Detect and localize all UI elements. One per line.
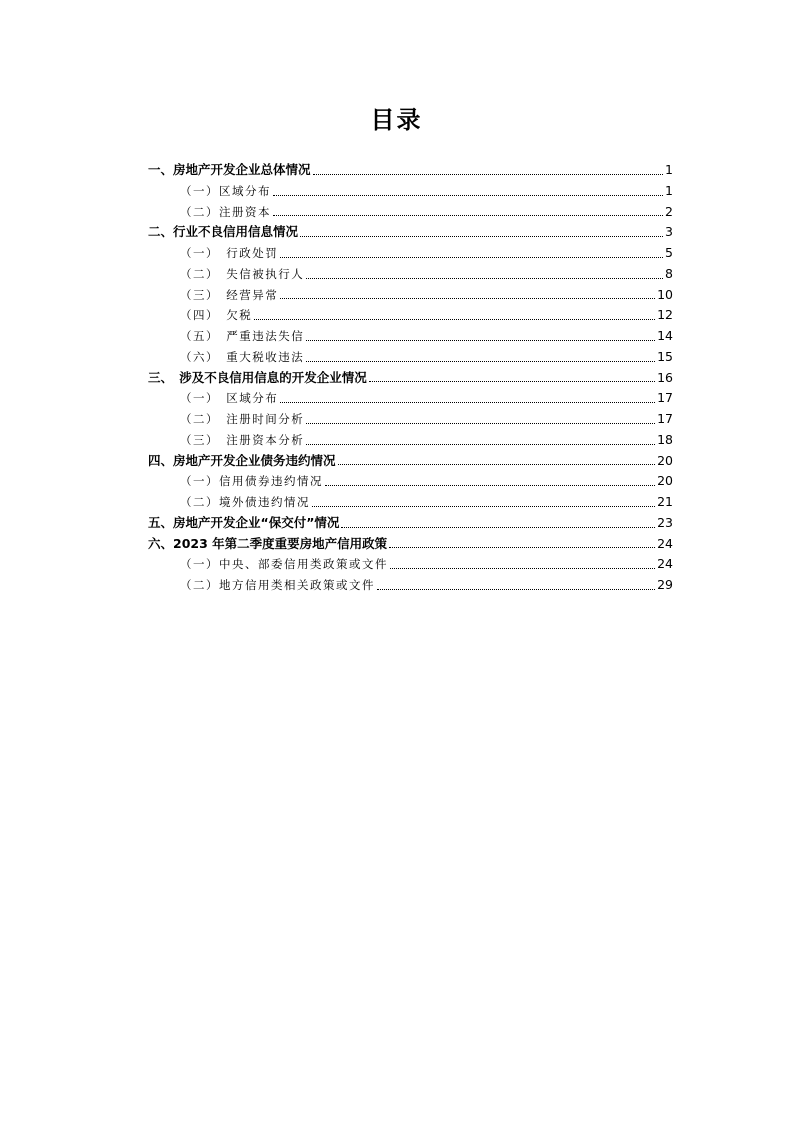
toc-leader-dots — [312, 505, 655, 507]
toc-entry-label: （三） 经营异常 — [180, 287, 279, 302]
toc-entry-label: 六、2023 年第二季度重要房地产信用政策 — [148, 535, 388, 551]
toc-chapter-entry[interactable] — [148, 534, 673, 555]
toc-section-entry[interactable] — [148, 326, 673, 347]
toc-section-entry[interactable] — [148, 347, 673, 368]
toc-leader-dots — [313, 173, 664, 175]
toc-entry-page-number: 1 — [665, 182, 673, 198]
toc-section-entry[interactable] — [148, 305, 673, 326]
toc-leader-dots — [254, 318, 655, 320]
toc-entry-label: （二）境外债违约情况 — [180, 495, 310, 509]
toc-entry-page-number: 5 — [665, 245, 673, 260]
toc-chapter-entry[interactable] — [148, 513, 673, 534]
toc-leader-dots — [300, 235, 663, 237]
toc-entry-label: 五、房地产开发企业“保交付”情况 — [148, 514, 340, 530]
toc-entry-label: （二）地方信用类相关政策或文件 — [180, 578, 375, 592]
toc-entry-page-number: 14 — [657, 328, 673, 343]
toc-entry-label: （二） 失信被执行人 — [180, 266, 305, 281]
toc-entry-page-number: 17 — [657, 390, 673, 406]
toc-entry-label: （二）注册资本 — [180, 204, 271, 219]
toc-leader-dots — [306, 339, 655, 341]
toc-entry-page-number: 1 — [665, 162, 673, 177]
toc-entry-label: （一） 区域分布 — [180, 391, 279, 406]
toc-entry-page-number: 16 — [657, 369, 673, 385]
toc-leader-dots — [306, 360, 655, 362]
toc-entry-label: （一）中央、部委信用类政策或文件 — [180, 557, 388, 572]
toc-entry-label: 四、房地产开发企业债务违约情况 — [148, 452, 336, 468]
toc-entry-label: （三） 注册资本分析 — [180, 432, 305, 447]
page-title: 目录 — [370, 106, 423, 134]
toc-section-entry[interactable] — [148, 181, 673, 202]
toc-leader-dots — [280, 401, 655, 403]
toc-section-entry[interactable] — [148, 554, 673, 575]
toc-section-entry[interactable] — [148, 575, 673, 596]
toc-leader-dots — [390, 567, 655, 569]
toc-leader-dots — [280, 297, 655, 299]
toc-section-entry[interactable] — [148, 264, 673, 285]
toc-entry-label: （二） 注册时间分析 — [180, 412, 305, 426]
toc-leader-dots — [341, 526, 655, 528]
toc-section-entry[interactable] — [148, 285, 673, 306]
toc-leader-dots — [338, 463, 656, 465]
toc-entry-page-number: 23 — [657, 514, 673, 530]
toc-entry-label: 三、 涉及不良信用信息的开发企业情况 — [148, 369, 367, 385]
toc-leader-dots — [280, 256, 663, 258]
toc-leader-dots — [369, 380, 655, 382]
toc-section-entry[interactable] — [148, 471, 673, 492]
toc-leader-dots — [306, 422, 655, 424]
toc-entry-label: （一）区域分布 — [180, 183, 271, 198]
toc-leader-dots — [389, 546, 655, 548]
toc-chapter-entry[interactable] — [148, 160, 673, 181]
toc-entry-label: （五） 严重违法失信 — [180, 329, 305, 343]
toc-entry-page-number: 2 — [665, 203, 673, 219]
toc-entry-page-number: 29 — [657, 577, 673, 592]
toc-entry-label: （一） 行政处罚 — [180, 246, 279, 260]
toc-entry-page-number: 15 — [657, 348, 673, 364]
toc-leader-dots — [306, 443, 655, 445]
toc-chapter-entry[interactable] — [148, 451, 673, 472]
toc-leader-dots — [377, 588, 655, 590]
toc-entry-page-number: 20 — [657, 473, 673, 489]
toc-entry-label: 一、房地产开发企业总体情况 — [148, 162, 311, 177]
toc-entry-page-number: 20 — [657, 452, 673, 468]
toc-leader-dots — [325, 484, 655, 486]
toc-entry-page-number: 17 — [657, 411, 673, 426]
toc-section-entry[interactable] — [148, 243, 673, 264]
toc-entry-page-number: 21 — [657, 494, 673, 509]
toc-entry-page-number: 3 — [665, 224, 673, 240]
toc-entry-label: （六） 重大税收违法 — [180, 349, 305, 364]
toc-entry-page-number: 8 — [665, 265, 673, 281]
toc-entry-page-number: 10 — [657, 286, 673, 302]
toc-chapter-entry[interactable] — [148, 222, 673, 243]
toc-entry-page-number: 18 — [657, 431, 673, 447]
toc-entry-page-number: 24 — [657, 535, 673, 551]
toc-leader-dots — [306, 277, 663, 279]
toc-leader-dots — [273, 214, 663, 216]
toc-entry-label: （四） 欠税 — [180, 308, 253, 323]
toc-section-entry[interactable] — [148, 492, 673, 513]
toc-chapter-entry[interactable] — [148, 368, 673, 389]
toc-section-entry[interactable] — [148, 388, 673, 409]
toc-entry-page-number: 12 — [657, 307, 673, 323]
toc-entry-label: 二、行业不良信用信息情况 — [148, 224, 299, 240]
toc-section-entry[interactable] — [148, 409, 673, 430]
toc-entry-page-number: 24 — [657, 556, 673, 572]
toc-entry-label: （一）信用债券违约情况 — [180, 474, 323, 489]
toc-section-entry[interactable] — [148, 202, 673, 223]
table-of-contents — [148, 160, 673, 596]
toc-leader-dots — [273, 194, 663, 196]
toc-section-entry[interactable] — [148, 430, 673, 451]
